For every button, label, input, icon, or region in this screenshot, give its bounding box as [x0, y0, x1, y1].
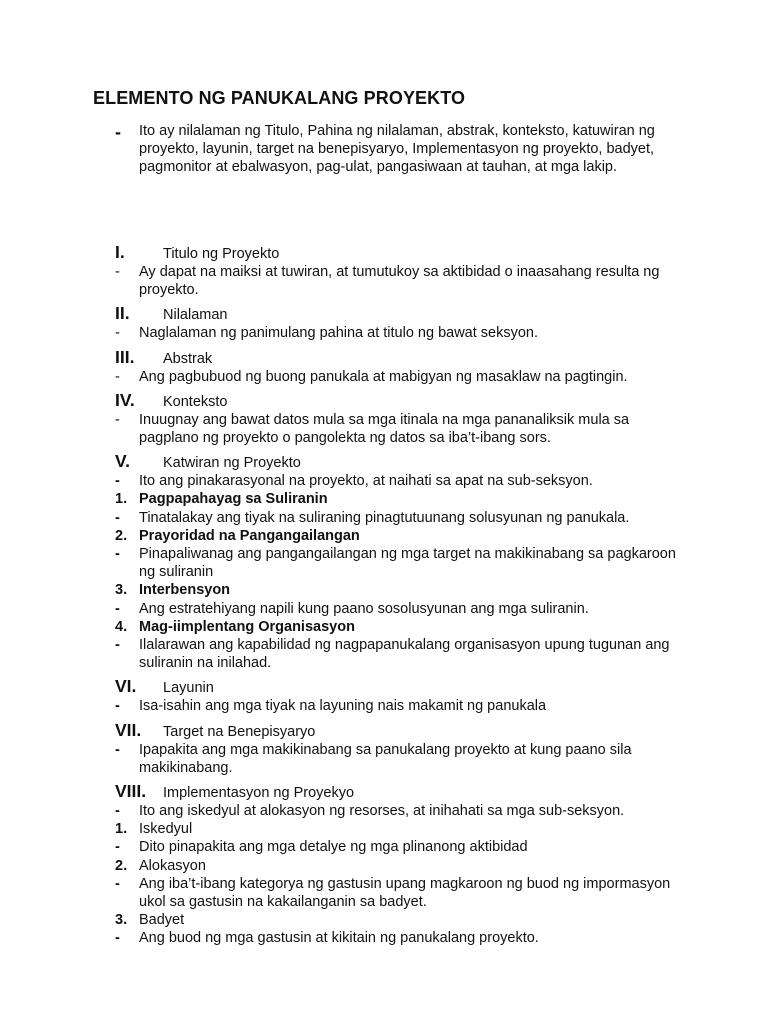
list-marker: -	[115, 803, 120, 820]
list-item	[115, 838, 685, 856]
section-heading	[115, 242, 685, 263]
list-marker: 2.	[115, 857, 128, 874]
list-marker: -	[115, 546, 120, 563]
list-marker: -	[115, 600, 120, 617]
section-heading	[115, 781, 685, 802]
list-item	[115, 324, 685, 342]
list-item	[115, 545, 685, 581]
list-marker: 2.	[115, 527, 128, 544]
list-item	[115, 527, 685, 545]
list-text: Badyet	[139, 912, 185, 929]
list-marker: -	[115, 930, 120, 947]
section-title: Implementasyon ng Proyekyo	[163, 785, 355, 802]
list-item	[115, 911, 685, 929]
subsection-heading: Mag-iimplentang Organisasyon	[139, 618, 355, 635]
list-text: Ang iba’t-ibang kategorya ng gastusin upang magkaroon ng buod ng impormasyon ukol sa gastusin na kakailanganin sa badyet.	[139, 875, 671, 911]
section-numeral: IV.	[115, 389, 135, 410]
section-title: Layunin	[163, 680, 214, 697]
list-marker: -	[115, 264, 120, 280]
list-item	[115, 368, 685, 386]
subsection-heading: Pagpapahayag sa Suliranin	[139, 491, 328, 508]
list-text: Ilalarawan ang kapabilidad ng nagpapanukalang organisasyon upung tugunan ang suliranin na inilahad.	[139, 637, 670, 672]
list-item	[115, 875, 685, 911]
list-marker: -	[115, 875, 120, 892]
list-marker: -	[115, 325, 120, 342]
list-item	[115, 929, 685, 947]
sections-list	[115, 238, 685, 948]
list-text: Ito ang iskedyul at alokasyon ng resorses, at inihahati sa mga sub-seksyon.	[139, 803, 625, 820]
list-marker: -	[115, 473, 120, 490]
list-marker: -	[115, 698, 120, 715]
list-item	[115, 636, 685, 672]
list-item	[115, 263, 685, 299]
section-numeral: III.	[115, 346, 135, 367]
list-item	[115, 600, 685, 618]
list-text: Ang buod ng mga gastusin at kikitain ng panukalang proyekto.	[139, 930, 539, 947]
section-heading	[115, 451, 685, 472]
list-text: Inuugnay ang bawat datos mula sa mga itinala na mga pananaliksik mula sa pagplano ng proyekto o pangolekta ng datos sa iba’t-ibang sors.	[139, 411, 630, 447]
list-item	[115, 857, 685, 875]
section-numeral: VII.	[115, 719, 142, 740]
list-text: Ang pagbubuod ng buong panukala at mabigyan ng masaklaw na pagtingin.	[139, 368, 628, 385]
list-marker: 3.	[115, 582, 128, 599]
list-marker: -	[115, 411, 120, 428]
list-text: Naglalaman ng panimulang pahina at titulo ng bawat seksyon.	[139, 325, 539, 342]
list-text: Ipapakita ang mga makikinabang sa panukalang proyekto at kung paano sila makikinabang.	[139, 741, 632, 776]
list-item	[115, 820, 685, 838]
document-title: ELEMENTO NG PANUKALANG PROYEKTO	[93, 88, 466, 108]
list-marker: 1.	[115, 821, 128, 838]
list-text: Ito ang pinakarasyonal na proyekto, at naihati sa apat na sub-seksyon.	[139, 473, 593, 490]
section-title: Katwiran ng Proyekto	[163, 455, 301, 472]
section-numeral: VIII.	[115, 781, 147, 802]
list-marker: 4.	[115, 618, 128, 635]
section-title: Target na Benepisyaryo	[163, 723, 316, 740]
list-marker: 1.	[115, 491, 128, 508]
section-title: Titulo ng Proyekto	[163, 246, 280, 262]
list-item	[115, 802, 685, 820]
list-marker: -	[115, 637, 120, 654]
list-text: Ay dapat na maiksi at tuwiran, at tumutukoy sa aktibidad o inaasahang resulta ng proyekto.	[139, 264, 660, 299]
section-heading	[115, 347, 685, 368]
section-heading	[115, 390, 685, 411]
intro-text: Ito ay nilalaman ng Titulo, Pahina ng nilalaman, abstrak, konteksto, katuwiran ng proyekto, layunin, target na benepisyaryo, Implementasyon ng proyekto, badyet, pagmonitor at ebalwasyon, pag-ulat, pangasiwaan at tauhan, at mga lakip.	[139, 123, 655, 176]
section-heading	[115, 676, 685, 697]
section-title: Konteksto	[163, 393, 228, 410]
list-item	[115, 618, 685, 636]
section-title: Abstrak	[163, 350, 213, 367]
list-marker: -	[115, 741, 120, 758]
section-heading	[115, 720, 685, 741]
list-text: Tinatalakay ang tiyak na suliraning pinagtutuunang solusyunan ng panukala.	[139, 509, 630, 526]
section-numeral: II.	[115, 303, 130, 324]
section-numeral: V.	[115, 451, 130, 472]
list-item	[115, 490, 685, 508]
section-heading	[115, 303, 685, 324]
list-marker: -	[115, 839, 120, 856]
list-item	[115, 741, 685, 777]
subsection-heading: Prayoridad na Pangangailangan	[139, 527, 360, 544]
list-text: Ang estratehiyang napili kung paano sosolusyunan ang mga suliranin.	[139, 600, 589, 617]
list-item	[115, 697, 685, 715]
intro-paragraph	[115, 122, 685, 177]
intro-marker: -	[115, 122, 121, 142]
section-numeral: VI.	[115, 676, 137, 697]
list-text: Dito pinapakita ang mga detalye ng mga plinanong aktibidad	[139, 839, 528, 856]
section-title: Nilalaman	[163, 307, 228, 324]
list-marker: 3.	[115, 912, 128, 929]
list-item	[115, 411, 685, 447]
list-item	[115, 472, 685, 490]
subsection-heading: Interbensyon	[139, 582, 231, 599]
list-text: Alokasyon	[139, 857, 206, 874]
list-text: Pinapaliwanag ang pangangailangan ng mga target na makikinabang sa pagkaroon ng suliranin	[139, 546, 676, 581]
list-item	[115, 509, 685, 527]
list-text: Iskedyul	[139, 821, 193, 838]
list-item	[115, 581, 685, 599]
list-text: Isa-isahin ang mga tiyak na layuning nais makamit ng panukala	[139, 698, 547, 715]
list-marker: -	[115, 368, 120, 385]
list-marker: -	[115, 509, 120, 526]
section-numeral: I.	[115, 242, 125, 262]
